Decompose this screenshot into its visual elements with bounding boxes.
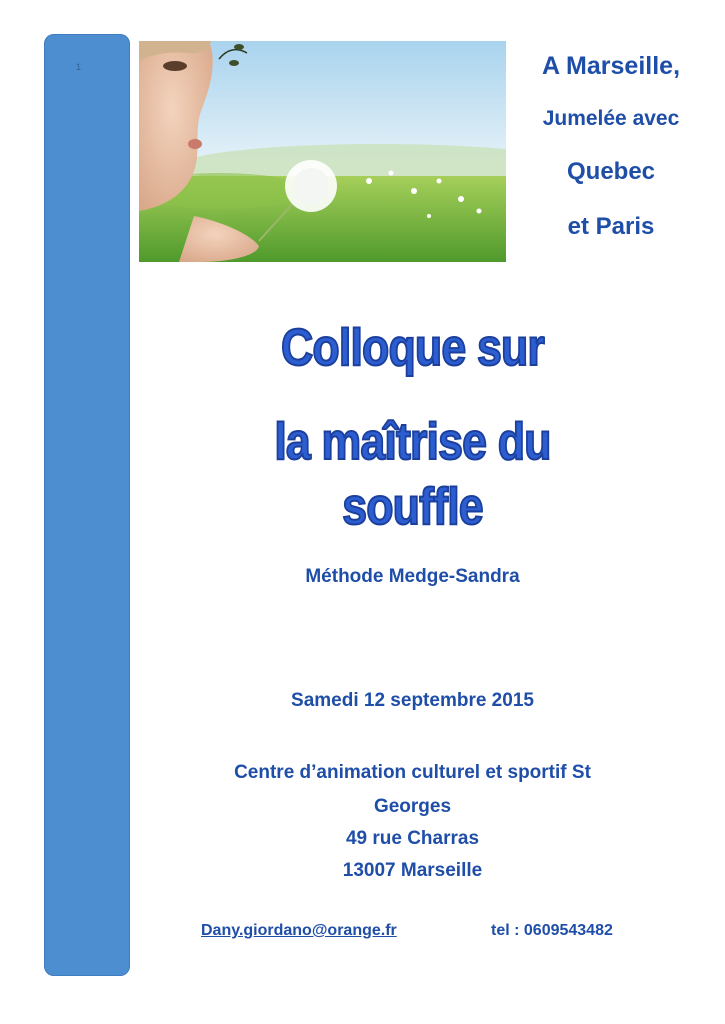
- title-line-2: la maîtrise du: [274, 413, 551, 471]
- venue-line-2: Georges: [373, 796, 452, 817]
- email-link[interactable]: Dany.giordano@orange.fr: [201, 922, 397, 939]
- venue-line-4: 13007 Marseille: [342, 860, 483, 881]
- header-line-twinned: Jumelée avec: [542, 107, 680, 130]
- venue-line-3: 49 rue Charras: [345, 828, 480, 849]
- header-line-city: A Marseille,: [541, 52, 681, 80]
- event-date: Samedi 12 septembre 2015: [291, 690, 534, 711]
- side-bar: [44, 34, 130, 976]
- header-line-paris: et Paris: [567, 213, 655, 240]
- header-line-quebec: Quebec: [566, 158, 656, 185]
- sidebar-mark: 1: [76, 62, 82, 72]
- venue-line-1: Centre d’animation culturel et sportif St: [234, 762, 591, 783]
- title-line-3: souffle: [342, 478, 483, 536]
- dandelion-photo: [139, 41, 506, 262]
- method-subtitle: Méthode Medge-Sandra: [305, 566, 520, 587]
- title-line-1: Colloque sur: [281, 319, 544, 377]
- telephone: tel : 0609543482: [491, 922, 613, 939]
